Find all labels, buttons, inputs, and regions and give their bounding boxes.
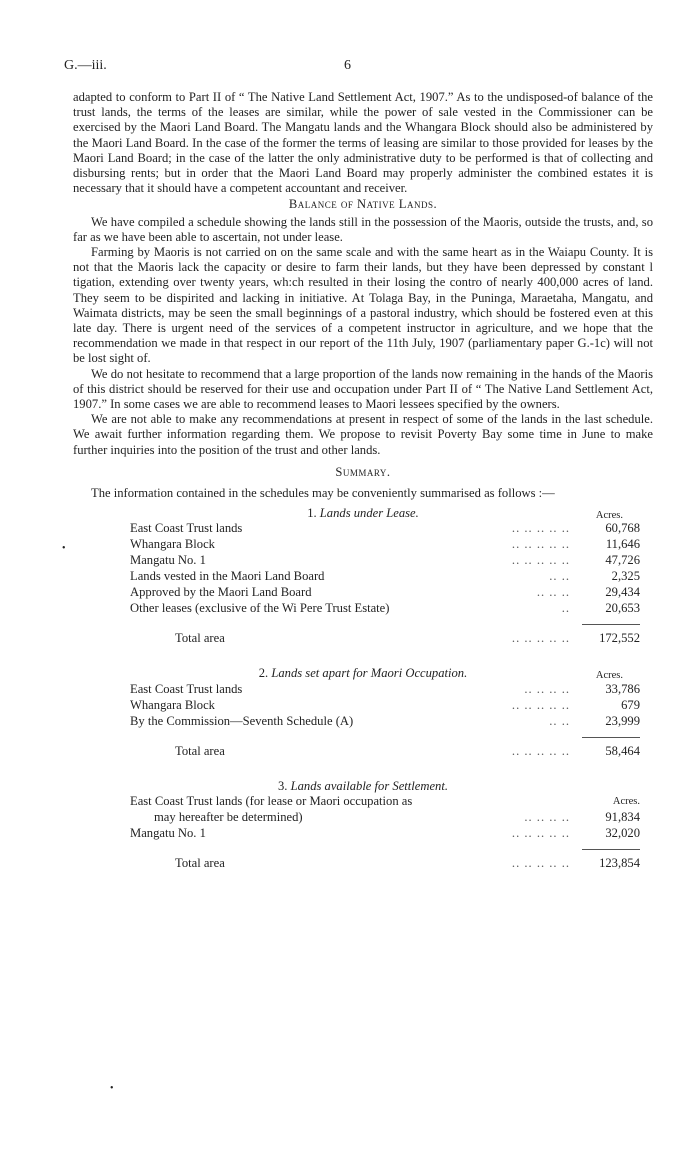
row-label: Mangatu No. 1 — [130, 825, 206, 840]
leader-dots: .. .. .. .. .. — [511, 825, 570, 840]
row-value: 33,786 — [605, 681, 640, 696]
row-value: 47,726 — [605, 553, 640, 568]
row-label: may hereafter be determined) — [154, 809, 303, 824]
unit-label: Acres. — [612, 795, 640, 807]
row-value: 23,999 — [605, 713, 640, 728]
summary-heading: Summary. — [335, 464, 391, 479]
total-label: Total area — [175, 631, 225, 646]
leader-dots: .. .. .. .. .. — [511, 553, 570, 568]
leader-dots: .. — [561, 601, 570, 616]
page-header — [64, 58, 684, 78]
leader-dots: .. .. .. .. .. — [511, 855, 570, 870]
table-row — [130, 569, 640, 585]
total-value: 172,552 — [599, 631, 640, 646]
section-heading — [73, 506, 653, 521]
section-number: 3. — [277, 778, 288, 793]
row-value: 2,325 — [611, 569, 640, 584]
table-row — [130, 698, 640, 714]
row-label: East Coast Trust lands — [130, 521, 243, 536]
total-label: Total area — [175, 743, 225, 758]
acreage-table — [130, 682, 640, 760]
table-row — [130, 585, 640, 601]
leader-dots: .. .. — [549, 713, 570, 728]
parliamentary-paper-ref: G.—iii. — [64, 58, 107, 73]
total-rule — [582, 849, 640, 850]
unit-label: Acres. — [595, 670, 623, 682]
acreage-table — [130, 521, 640, 647]
leader-dots: .. .. .. .. .. — [511, 697, 570, 712]
total-rule — [582, 737, 640, 738]
section-title: Lands under Lease. — [319, 506, 419, 521]
row-label: Whangara Block — [130, 537, 215, 552]
table-row — [130, 601, 640, 617]
document-body — [73, 90, 653, 872]
total-value: 123,854 — [599, 855, 640, 870]
acreage-table — [130, 794, 640, 872]
section-number: 1. — [307, 506, 317, 521]
leader-dots: .. .. — [549, 569, 570, 584]
total-row — [130, 856, 640, 872]
table-row — [130, 826, 640, 842]
row-value: 60,768 — [605, 521, 640, 536]
total-value: 58,464 — [605, 743, 640, 758]
row-label: Whangara Block — [130, 697, 215, 712]
section-title: Lands available for Settlement. — [290, 778, 448, 793]
table-row — [130, 521, 640, 537]
row-label: Approved by the Maori Land Board — [130, 585, 312, 600]
section-heading — [73, 666, 653, 681]
table-row — [130, 810, 640, 826]
margin-mark: • — [62, 543, 66, 554]
row-label: Other leases (exclusive of the Wi Pere Trust Estate) — [130, 601, 390, 616]
total-label: Total area — [175, 855, 225, 870]
table-row — [130, 714, 640, 730]
unit-label: Acres. — [595, 510, 623, 522]
summary-intro: The information contained in the schedules may be conveniently summarised as follows :— — [91, 486, 555, 501]
summary-section-lease — [73, 506, 653, 647]
summary-section-occupation — [73, 666, 653, 759]
table-row — [130, 682, 640, 698]
row-label: By the Commission—Seventh Schedule (A) — [130, 713, 354, 728]
leader-dots: .. .. .. .. — [524, 809, 570, 824]
leader-dots: .. .. .. .. .. — [511, 521, 570, 536]
balance-heading: Balance of Native Lands. — [288, 197, 438, 212]
row-label: East Coast Trust lands — [130, 681, 243, 696]
row-value: 679 — [621, 697, 640, 712]
section-heading — [73, 779, 653, 794]
leader-dots: .. .. .. .. — [524, 681, 570, 696]
row-label: Mangatu No. 1 — [130, 553, 206, 568]
table-row — [130, 553, 640, 569]
leader-dots: .. .. .. .. .. — [511, 631, 570, 646]
row-value: 32,020 — [605, 825, 640, 840]
table-row — [130, 537, 640, 553]
row-label: East Coast Trust lands (for lease or Maori occupation as — [130, 793, 413, 808]
table-row — [130, 794, 640, 810]
opening-paragraph: adapted to conform to Part II of “ The Native Land Settlement Act, 1907.” As to the undisposed-of balance of the trust lands, the terms of the leases are similar, while the power of sale vested in the Commissioner can be exercised by the Maori Land Board. The Mangatu lands and the Whangara Block should also be administered by the Maori Land Board. In the case of the former the terms of leasing are similar to those provided for leases by the Maori Land Board; in the case of the latter the only administrative duty to be performed is that of collecting and disbursing rents; but in order that the Maori Land Board may properly administer the combined estates it is necessary that it should have a competent accountant and receiver. — [73, 90, 653, 196]
leader-dots: .. .. .. .. .. — [511, 537, 570, 552]
row-value: 29,434 — [605, 585, 640, 600]
row-label: Lands vested in the Maori Land Board — [130, 569, 325, 584]
total-row — [130, 631, 640, 647]
page-number: 6 — [344, 58, 351, 73]
balance-paragraph: We have compiled a schedule showing the lands still in the possession of the Maoris, outside the trusts, and, so far as we have been able to ascertain, not under lease. — [73, 214, 653, 244]
row-value: 20,653 — [605, 601, 640, 616]
balance-paragraph: Farming by Maoris is not carried on on the same scale and with the same heart as in the Waiapu County. It is not that the Maoris lack the capacity or desire to farm their lands, but they have been depressed by constant l tigation, extending over twenty years, wh:ch resulted in their losing the contro of nearly 400,000 acres of land. They seem to be dispirited and lacking in initiative. At Tolaga Bay, in the Puninga, Maraetaha, Mangatu, and Waimata districts, may be seen the small beginnings of a pastoral industry, which should be fostered even at this late day. There is urgent need of the services of a competent instructor in agriculture, and we hope that the recommendation we made in that respect in our report of the 11th July, 1907 (parliamentary paper G.-1c) will not be lost sight of. — [73, 245, 653, 366]
balance-paragraph: We do not hesitate to recommend that a large proportion of the lands now remaining in the hands of the Maoris of this district should be reserved for their use and occupation under Part II of “ The Native Land Settlement Act, 1907.” In some cases we are able to recommend leases to Maori lessees specified by the owners. — [73, 366, 653, 412]
section-title: Lands set apart for Maori Occupation. — [271, 666, 468, 681]
summary-section-settlement — [73, 779, 653, 872]
leader-dots: .. .. .. — [536, 585, 570, 600]
balance-paragraph: We are not able to make any recommendations at present in respect of some of the lands in the last schedule. We await further information regarding them. We propose to revisit Poverty Bay some time in June to make further inquiries into the position of the trust and other lands. — [73, 412, 653, 457]
leader-dots: .. .. .. .. .. — [511, 743, 570, 758]
margin-mark: • — [110, 1083, 114, 1094]
row-value: 91,834 — [605, 809, 640, 824]
total-row — [130, 744, 640, 760]
section-number: 2. — [258, 666, 269, 681]
row-value: 11,646 — [605, 537, 640, 552]
total-rule — [582, 624, 640, 625]
